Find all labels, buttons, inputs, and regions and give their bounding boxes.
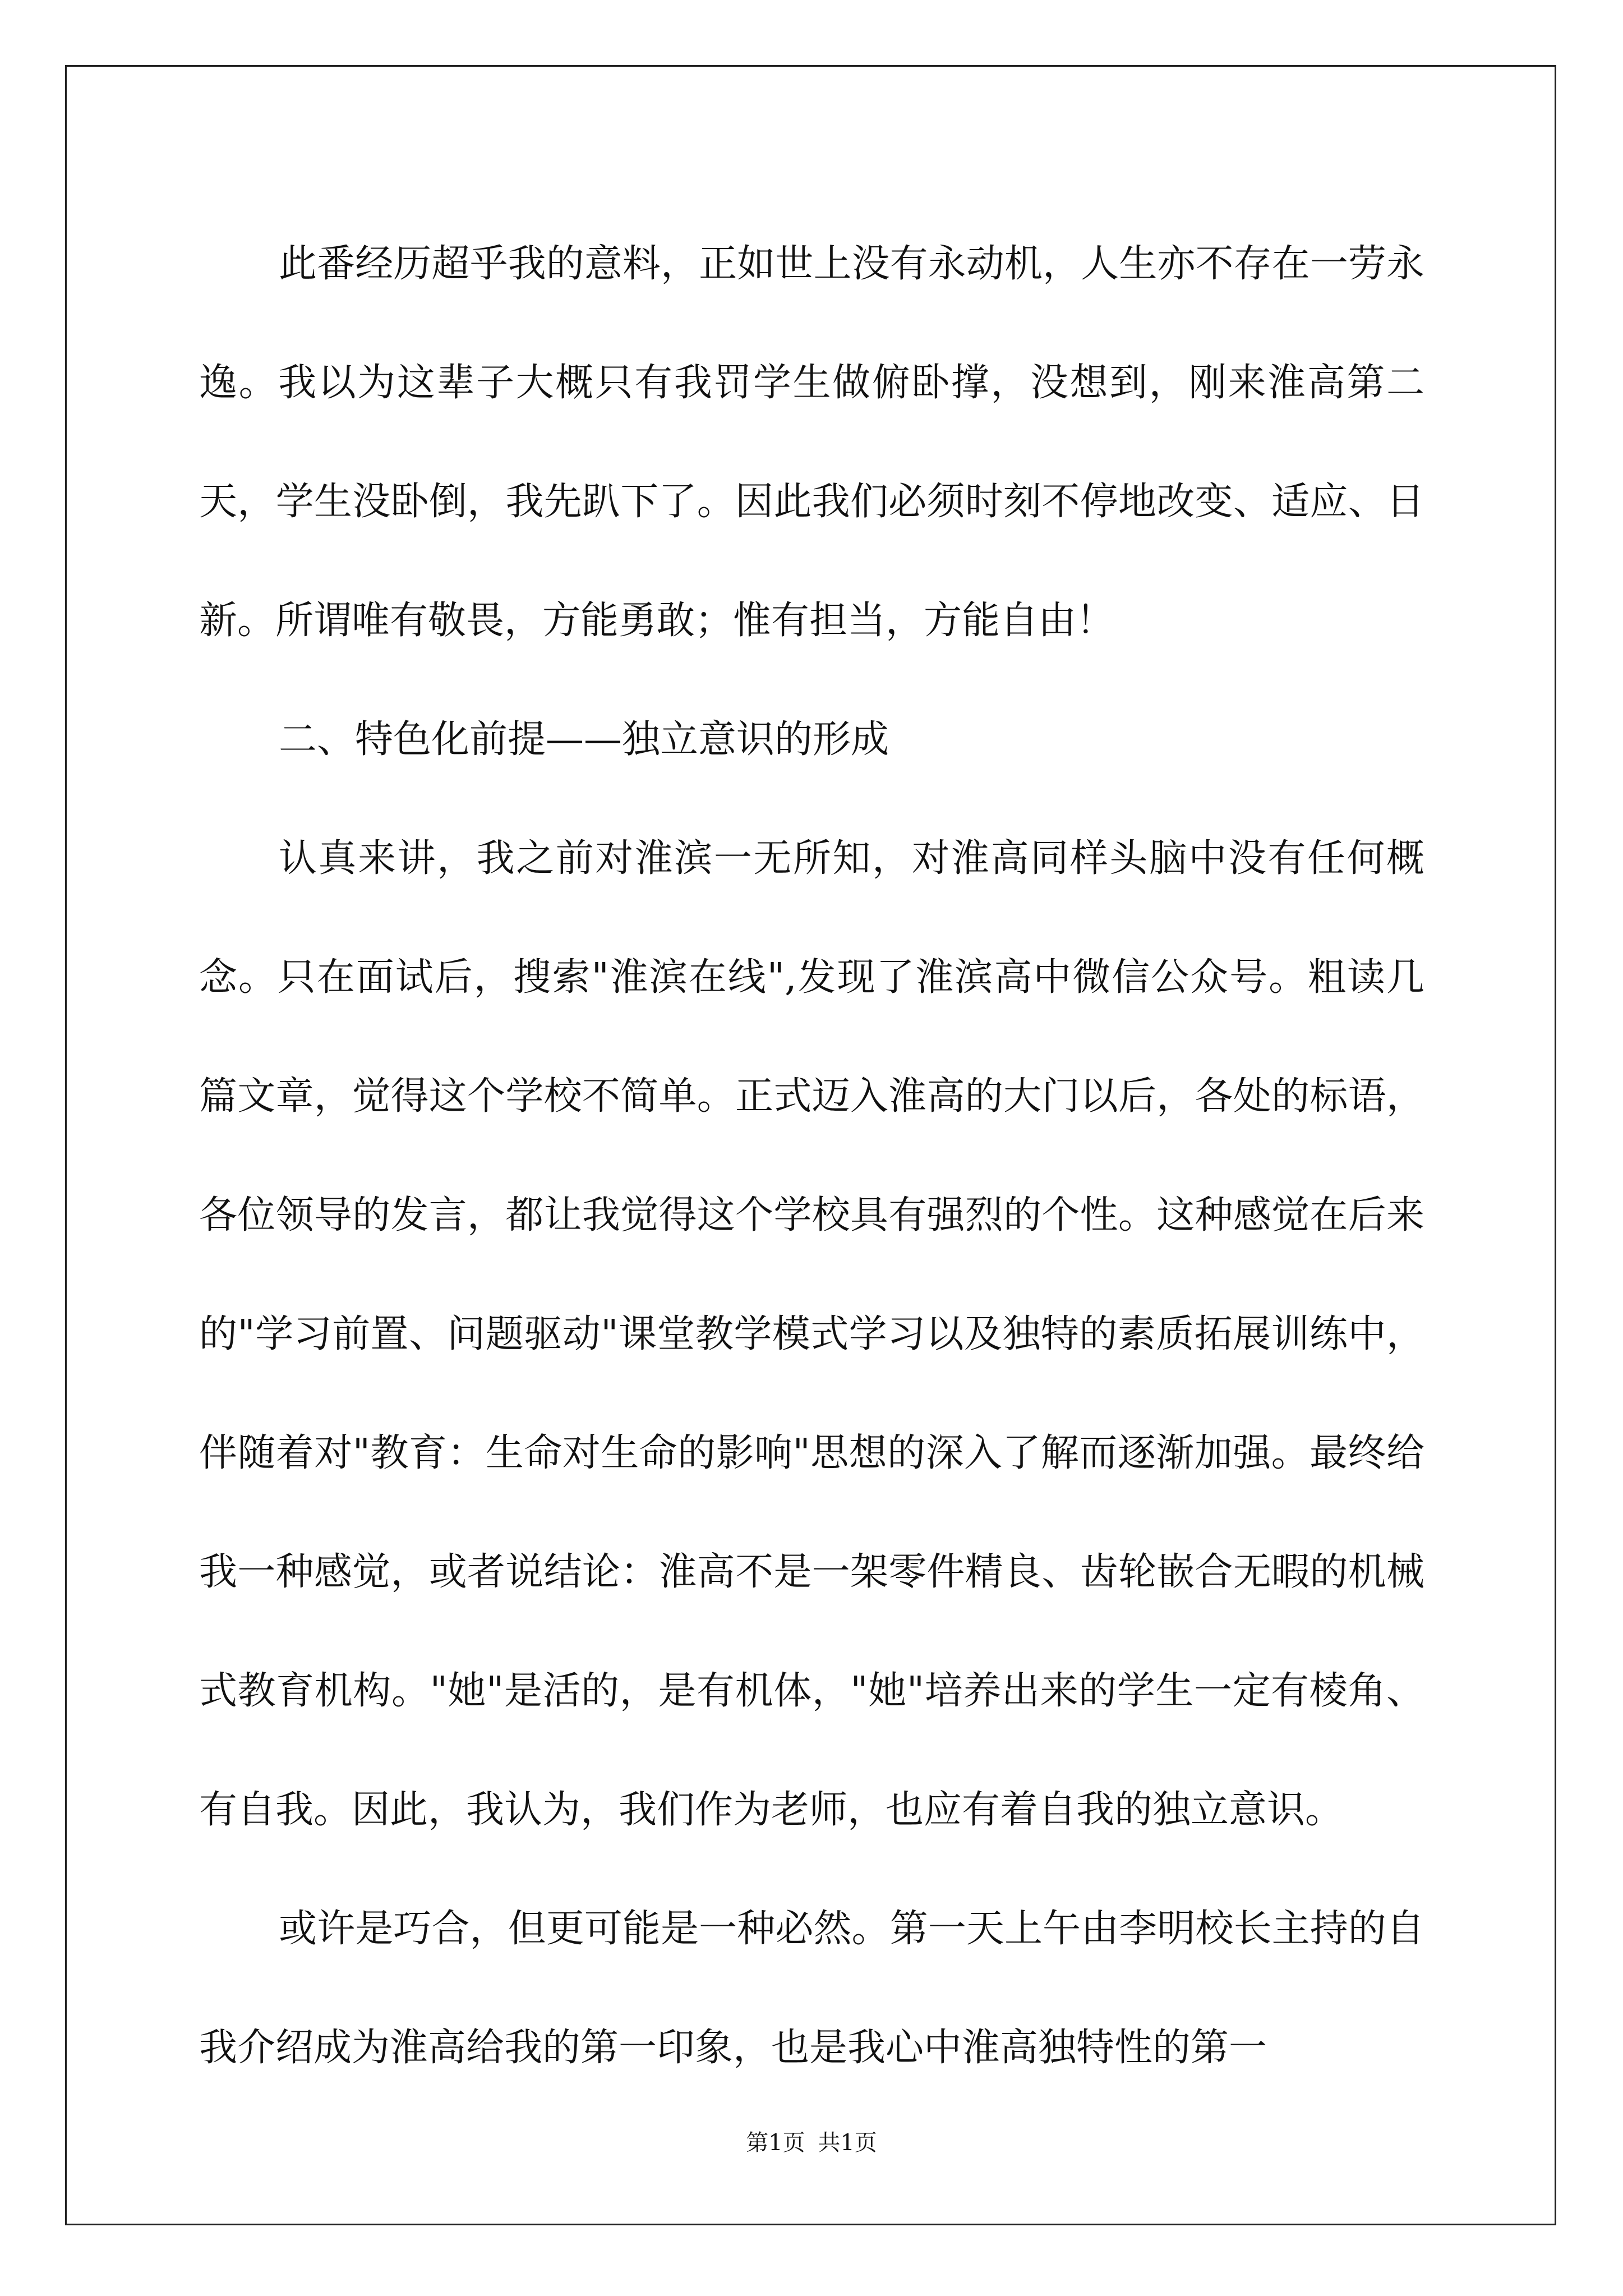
document-body [199,205,1424,2108]
page-footer: 第1页 共1页 [746,2130,877,2156]
paragraph: 此番经历超乎我的意料，正如世上没有永动机，人生亦不存在一劳永逸。我以为这辈子大概只有我罚学生做俯卧撑，没想到，刚来淮高第二天，学生没卧倒，我先趴下了。因此我们必须时刻不停地改变、适应、日新。所谓唯有敬畏，方能勇敢；惟有担当，方能自由！ [199,242,1424,643]
paragraph: 或许是巧合，但更可能是一种必然。第一天上午由李明校长主持的自我介绍成为淮高给我的第一印象，也是我心中淮高独特性的第一 [199,1907,1424,2070]
paragraph: 认真来讲，我之前对淮滨一无所知，对淮高同样头脑中没有任何概念。只在面试后，搜索"淮滨在线",发现了淮滨高中微信公众号。粗读几篇文章，觉得这个学校不简单。正式迈入淮高的大门以后，各处的标语，各位领导的发言，都让我觉得这个学校具有强烈的个性。这种感觉在后来的"学习前置、问题驱动"课堂教学模式学习以及独特的素质拓展训练中，伴随着对"教育：生命对生命的影响"思想的深入了解而逐渐加强。最终给我一种感觉，或者说结论：淮高不是一架零件精良、齿轮嵌合无暇的机械式教育机构。"她"是活的，是有机体，"她"培养出来的学生一定有棱角、有自我。因此，我认为，我们作为老师，也应有着自我的独立意识。 [199,836,1424,1832]
section-heading: 二、特色化前提——独立意识的形成 [279,717,889,762]
